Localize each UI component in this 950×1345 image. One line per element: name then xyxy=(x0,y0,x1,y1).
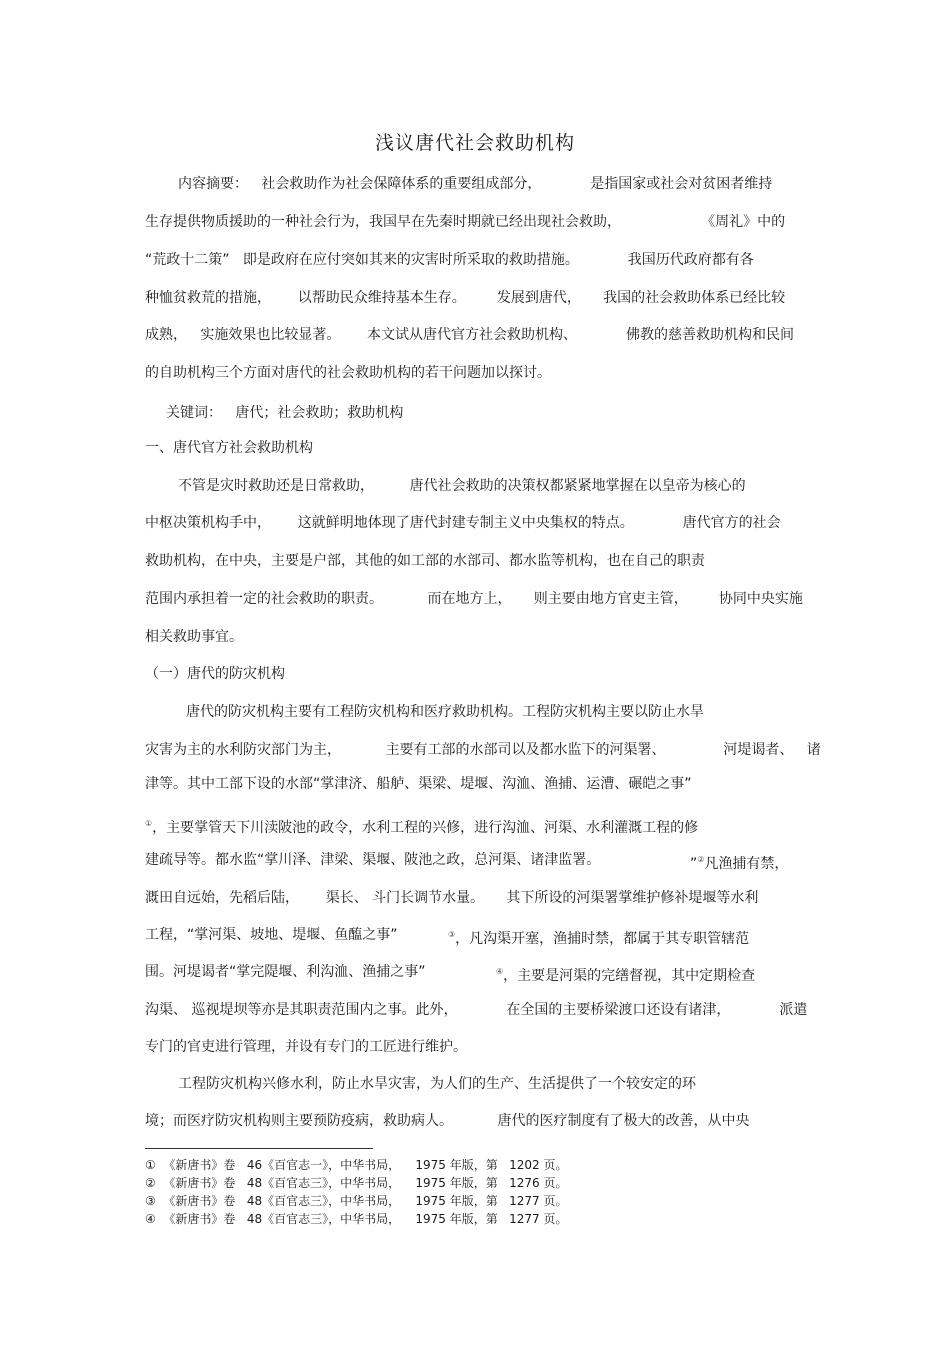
paragraph-line xyxy=(448,925,749,949)
footnote: ② 《新唐书》卷 48《百官志三》，中华书局， 1975 年版，第 1276 页。 xyxy=(145,1176,568,1190)
paragraph-line: 唐代的防灾机构主要有工程防灾机构和医疗救助机构。工程防灾机构主要以防止水旱 xyxy=(186,704,704,720)
subsection-heading: （一）唐代的防灾机构 xyxy=(145,666,285,682)
paragraph-line: 建疏导等。都水监“掌川泽、津梁、渠堰、陂池之政，总河渠、诸津监署。 xyxy=(145,852,601,868)
paragraph-line: 溉田自远始，先稻后陆， 渠长、 斗门长调节水量。 其下所设的河渠署掌维护修补堤堰等水利 xyxy=(145,890,759,906)
paragraph-line: 沟渠、 巡视堤坝等亦是其职责范围内之事。此外， 在全国的主要桥梁渡口还设有诸津， 派遣 xyxy=(145,1002,808,1018)
footnote: ④ 《新唐书》卷 48《百官志三》，中华书局， 1975 年版，第 1277 页。 xyxy=(145,1212,568,1226)
paragraph-line: 工程，“掌河渠、坡地、堤堰、鱼醢之事” xyxy=(145,927,398,943)
paragraph-line xyxy=(145,814,698,838)
paragraph-line: 范围内承担着一定的社会救助的职责。 而在地方上， 则主要由地方官吏主管， 协同中央实施 xyxy=(145,591,803,607)
footnote-marker: ④ xyxy=(496,967,504,976)
paragraph-text: ，凡沟渠开塞，渔捕时禁，都属于其专职管辖范 xyxy=(455,931,750,947)
keywords: 关键词： 唐代；社会救助；救助机构 xyxy=(166,405,404,421)
paragraph-line: 工程防灾机构兴修水利，防止水旱灾害，为人们的生产、生活提供了一个较安定的环 xyxy=(178,1076,696,1092)
closing-quote: ” xyxy=(690,856,698,872)
abstract-line: 内容摘要： 社会救助作为社会保障体系的重要组成部分， 是指国家或社会对贫困者维持 xyxy=(178,176,773,192)
abstract-line: “荒政十二策” 即是政府在应付突如其来的灾害时所采取的救助措施。 我国历代政府都有各 xyxy=(145,252,754,268)
paragraph-line: 津等。其中工部下设的水部“掌津济、船舻、渠梁、堤堰、沟洫、渔捕、运漕、碾皑之事” xyxy=(145,776,692,792)
paragraph-line xyxy=(496,962,755,986)
paragraph-line: 专门的官吏进行管理，并设有专门的工匠进行维护。 xyxy=(145,1039,467,1055)
paragraph-line: 不管是灾时救助还是日常救助， 唐代社会救助的决策权都紧紧地掌握在以皇帝为核心的 xyxy=(178,478,746,494)
paragraph-text: ，主要是河渠的完缮督视，其中定期检查 xyxy=(503,968,756,984)
page-title: 浅议唐代社会救助机构 xyxy=(374,132,575,154)
paragraph-line: 灾害为主的水利防灾部门为主， 主要有工部的水部司以及都水监下的河渠署、 河堤谒者、 诸 xyxy=(145,742,821,758)
abstract-line: 的自助机构三个方面对唐代的社会救助机构的若干问题加以探讨。 xyxy=(145,365,551,381)
paragraph-text: ，主要掌管天下川渎陂池的政令，水利工程的兴修，进行沟洫、河渠、水利灌溉工程的修 xyxy=(152,820,699,836)
paragraph-line: 救助机构，在中央，主要是户部，其他的如工部的水部司、都水监等机构，也在自己的职责 xyxy=(145,553,705,569)
footnote-marker: ③ xyxy=(448,930,456,939)
paragraph-line: 境；而医疗防灾机构则主要预防疫病，救助病人。 唐代的医疗制度有了极大的改善，从中央 xyxy=(145,1113,750,1129)
paragraph-line xyxy=(690,850,788,874)
abstract-line: 种恤贫救荒的措施， 以帮助民众维持基本生存。 发展到唐代， 我国的社会救助体系已经比较 xyxy=(145,290,786,306)
footnote-marker: ② xyxy=(697,855,705,864)
abstract-line: 生存提供物质援助的一种社会行为，我国早在先秦时期就已经出现社会救助， 《周礼》中的 xyxy=(145,214,786,230)
abstract-line: 成熟， 实施效果也比较显著。 本文试从唐代官方社会救助机构、 佛教的慈善救助机构和民间 xyxy=(145,327,795,343)
paragraph-text: 凡渔捕有禁， xyxy=(704,856,789,872)
paragraph-line: 围。河堤谒者“掌完隄堰、利沟洫、渔捕之事” xyxy=(145,964,426,980)
paragraph-line: 相关救助事宜。 xyxy=(145,629,243,645)
footnote-divider xyxy=(145,1148,373,1149)
footnote: ① 《新唐书》卷 46《百官志一》，中华书局， 1975 年版，第 1202 页。 xyxy=(145,1158,568,1172)
section-heading: 一、唐代官方社会救助机构 xyxy=(145,440,313,456)
paragraph-line: 中枢决策机构手中， 这就鲜明地体现了唐代封建专制主义中央集权的特点。 唐代官方的社会 xyxy=(145,515,781,531)
footnote-marker: ① xyxy=(145,819,153,828)
footnote: ③ 《新唐书》卷 48《百官志三》，中华书局， 1975 年版，第 1277 页。 xyxy=(145,1194,568,1208)
